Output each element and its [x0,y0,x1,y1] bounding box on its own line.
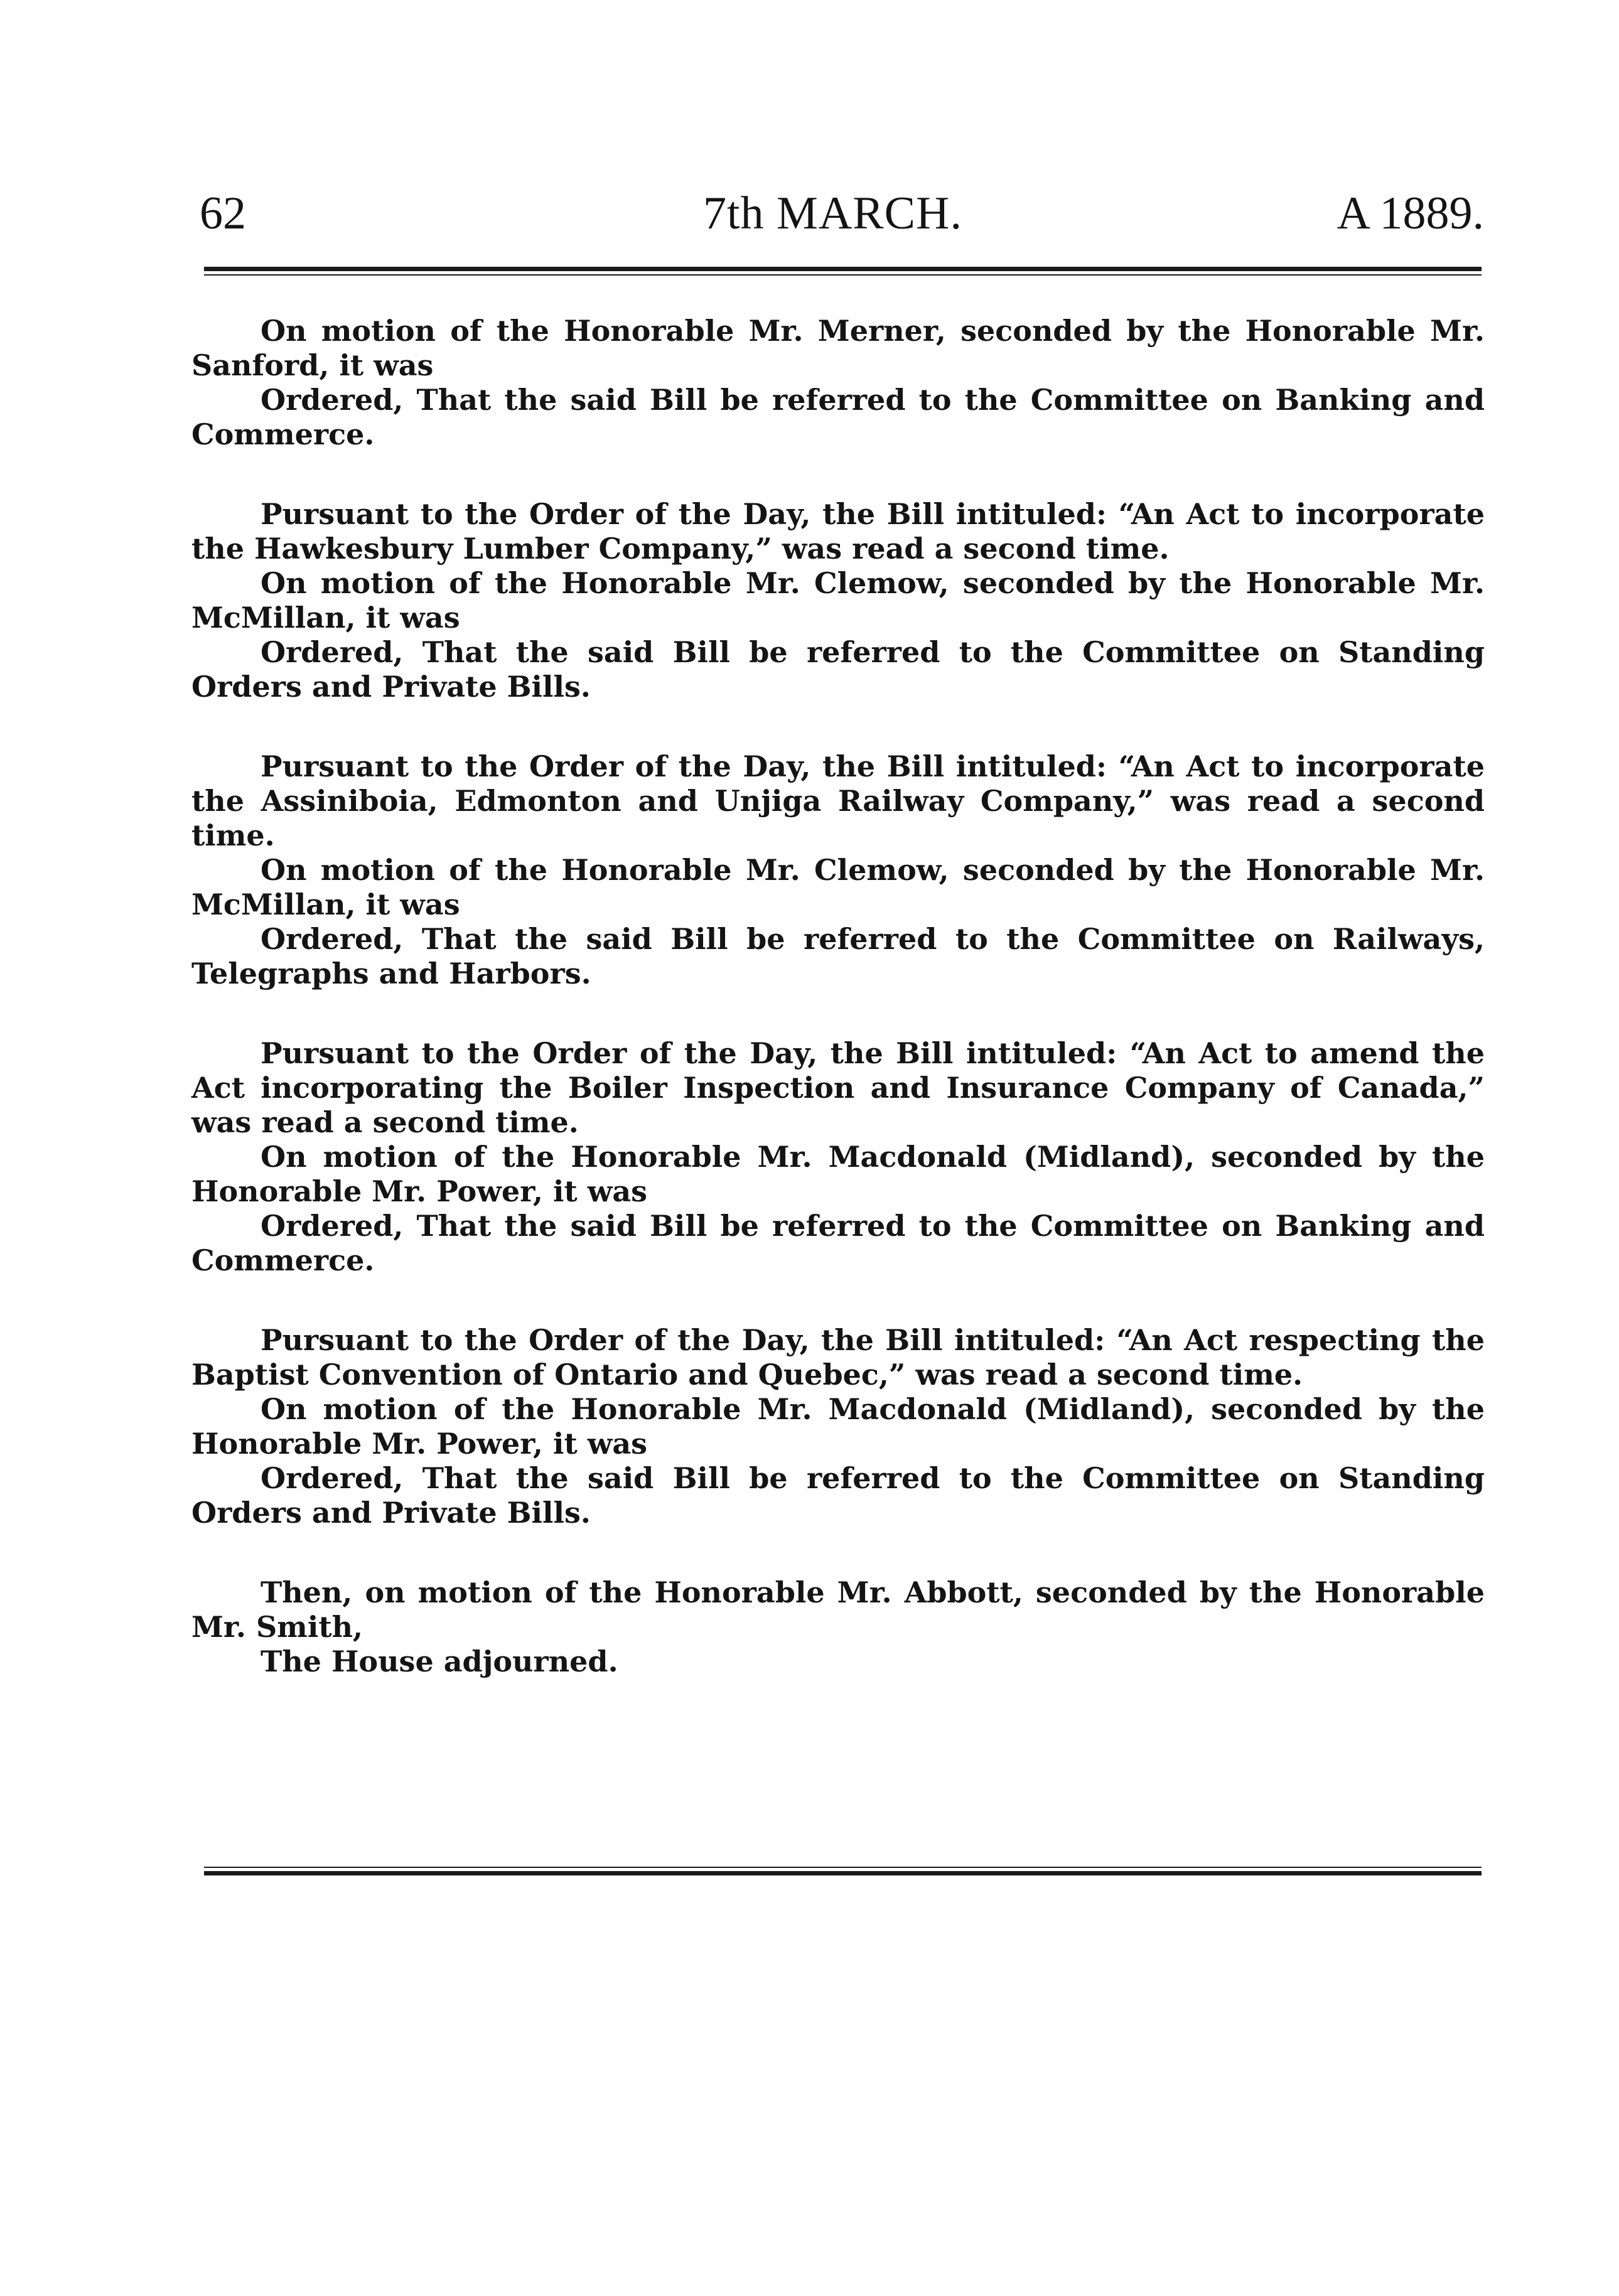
paragraph-line: Then, on motion of the Honorable Mr. Abbott, seconded by the Honorable Mr. Smith, [191,1575,1485,1644]
paragraph-line: On motion of the Honorable Mr. Clemow, seconded by the Honorable Mr. McMillan, it was [191,853,1485,921]
paragraph-assiniboia-bill [191,749,1485,991]
paragraph-line: On motion of the Honorable Mr. Macdonald (Midland), seconded by the Honorable Mr. Power, it was [191,1392,1485,1461]
paragraph-merner-motion [191,314,1485,452]
paragraph-line: Pursuant to the Order of the Day, the Bill intituled: “An Act to incorporate the Assiniboia, Edmonton and Unjiga Railway Company,” was read a second time. [191,749,1485,852]
page-number: 62 [200,188,246,239]
paragraph-boiler-inspection-bill [191,1036,1485,1278]
header-year: A 1889. [1337,188,1484,239]
paragraph-line: Pursuant to the Order of the Day, the Bill intituled: “An Act to incorporate the Hawkesbury Lumber Company,” was read a second time. [191,497,1485,566]
paragraph-line: Ordered, That the said Bill be referred to the Committee on Standing Orders and Private Bills. [191,1461,1485,1530]
paragraph-baptist-convention-bill [191,1323,1485,1530]
paragraph-line: Ordered, That the said Bill be referred to the Committee on Banking and Commerce. [191,383,1485,451]
paragraph-line: Pursuant to the Order of the Day, the Bill intituled: “An Act to amend the Act incorporating the Boiler Inspection and Insurance Company of Canada,” was read a second time. [191,1036,1485,1139]
paragraph-line: The House adjourned. [261,1644,618,1678]
paragraph-line: On motion of the Honorable Mr. Merner, seconded by the Honorable Mr. Sanford, it was [191,314,1485,382]
paragraph-hawkesbury-bill [191,497,1485,704]
paragraph-adjournment [191,1575,1485,1679]
footer-rule [204,1867,1482,1875]
paragraph-line: Ordered, That the said Bill be referred to the Committee on Railways, Telegraphs and Harbors. [191,922,1485,990]
paragraph-line: On motion of the Honorable Mr. Clemow, seconded by the Honorable Mr. McMillan, it was [191,566,1485,635]
minutes-body [191,314,1485,1724]
header-date: 7th MARCH. [703,188,962,239]
paragraph-line: Ordered, That the said Bill be referred to the Committee on Banking and Commerce. [191,1209,1485,1277]
paragraph-line: On motion of the Honorable Mr. Macdonald (Midland), seconded by the Honorable Mr. Power, it was [191,1140,1485,1208]
paragraph-line: Pursuant to the Order of the Day, the Bill intituled: “An Act respecting the Baptist Convention of Ontario and Quebec,” was read a second time. [191,1323,1485,1392]
header-rule [204,267,1482,276]
page-header [0,187,1619,250]
paragraph-line: Ordered, That the said Bill be referred to the Committee on Standing Orders and Private Bills. [191,635,1485,704]
